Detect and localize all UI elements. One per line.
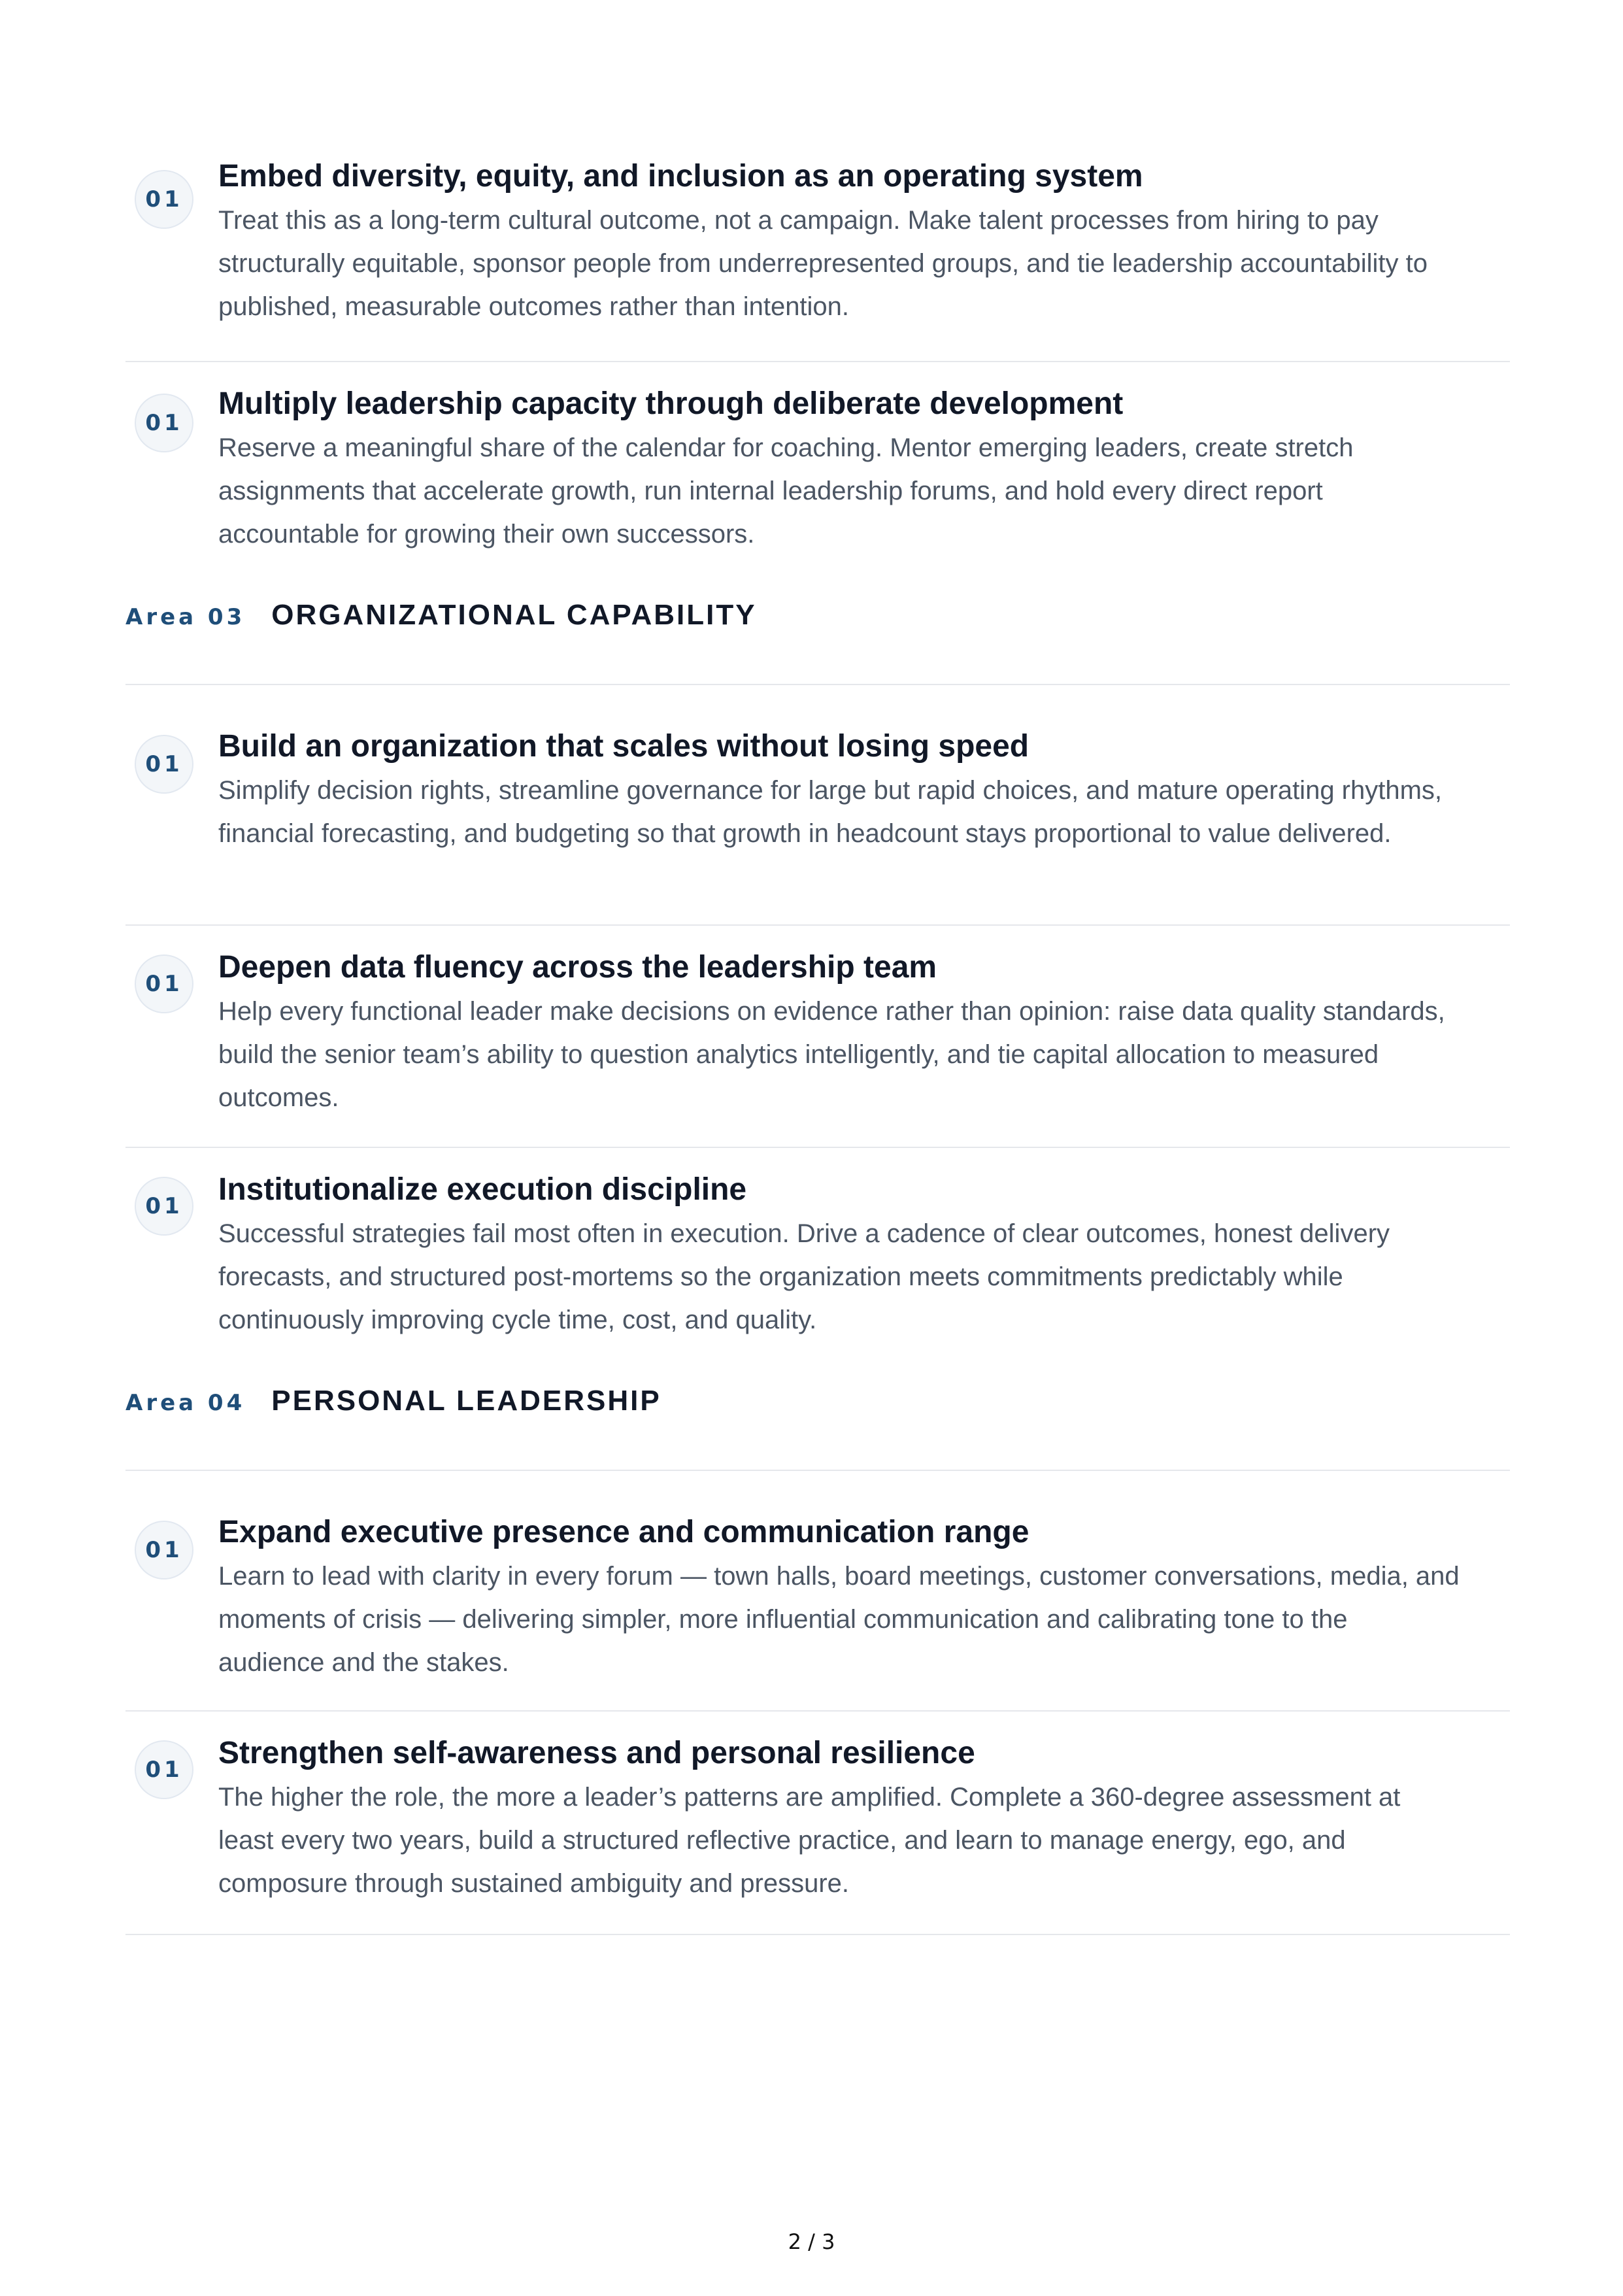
document-page: [125, 157, 1510, 1935]
item-body: Learn to lead with clarity in every forum — town halls, board meetings, customer conversations, media, and moments of crisis — delivering simpler, more influential communication and calibrating tone to the audience and the stakes.: [218, 1562, 1460, 1677]
item-title: Embed diversity, equity, and inclusion as an operating system: [218, 159, 1143, 194]
item-body: Successful strategies fail most often in execution. Drive a cadence of clear outcomes, honest delivery forecasts, and structured post-mortems so the organization meets commitments predictably while continuously improving cycle time, cost, and quality.: [218, 1219, 1390, 1334]
item-number-badge: 01: [135, 1521, 193, 1579]
item-number-badge: 01: [135, 954, 193, 1013]
list-item: [125, 1712, 1510, 1935]
page-number: 2 / 3: [788, 2229, 835, 2254]
section-header: [125, 588, 1510, 684]
item-title: Deepen data fluency across the leadership team: [218, 950, 937, 985]
list-item: [125, 362, 1510, 588]
item-body: Help every functional leader make decisions on evidence rather than opinion: raise data quality standards, build the senior team’s ability to question analytics intelligently, and tie capital allocation to measured outcomes.: [218, 997, 1445, 1112]
item-body: Treat this as a long-term cultural outcome, not a campaign. Make talent processes from hiring to pay structurally equitable, sponsor people from underrepresented groups, and tie leadership accountability to published, measurable outcomes rather than intention.: [218, 206, 1428, 321]
item-title: Strengthen self-awareness and personal resilience: [218, 1736, 975, 1770]
item-title: Expand executive presence and communication range: [218, 1515, 1029, 1549]
item-title: Build an organization that scales without losing speed: [218, 729, 1029, 764]
list-item: [125, 926, 1510, 1148]
item-number-badge: 01: [135, 1740, 193, 1799]
item-body: The higher the role, the more a leader’s patterns are amplified. Complete a 360-degree assessment at least every two years, build a structured reflective practice, and learn to manage energy, ego, and composure through sustained ambiguity and pressure.: [218, 1783, 1401, 1898]
area-label: Area 04: [125, 1390, 246, 1416]
list-item: [125, 157, 1510, 362]
section-header: [125, 1374, 1510, 1470]
list-item: [125, 684, 1510, 926]
item-number-badge: 01: [135, 394, 193, 452]
item-number-badge: 01: [135, 170, 193, 229]
item-number-badge: 01: [135, 735, 193, 794]
item-body: Reserve a meaningful share of the calendar for coaching. Mentor emerging leaders, create stretch assignments that accelerate growth, run internal leadership forums, and hold every direct report accountable for growing their own successors.: [218, 433, 1354, 549]
list-item: [125, 1470, 1510, 1712]
item-title: Institutionalize execution discipline: [218, 1172, 747, 1207]
item-title: Multiply leadership capacity through deliberate development: [218, 386, 1124, 421]
item-number-badge: 01: [135, 1177, 193, 1236]
item-body: Simplify decision rights, streamline governance for large but rapid choices, and mature operating rhythms, financial forecasting, and budgeting so that growth in headcount stays proportional to value delivered.: [218, 776, 1443, 848]
section-title: PERSONAL LEADERSHIP: [271, 1385, 661, 1417]
section-title: ORGANIZATIONAL CAPABILITY: [271, 599, 757, 631]
area-label: Area 03: [125, 604, 246, 630]
list-item: [125, 1148, 1510, 1374]
